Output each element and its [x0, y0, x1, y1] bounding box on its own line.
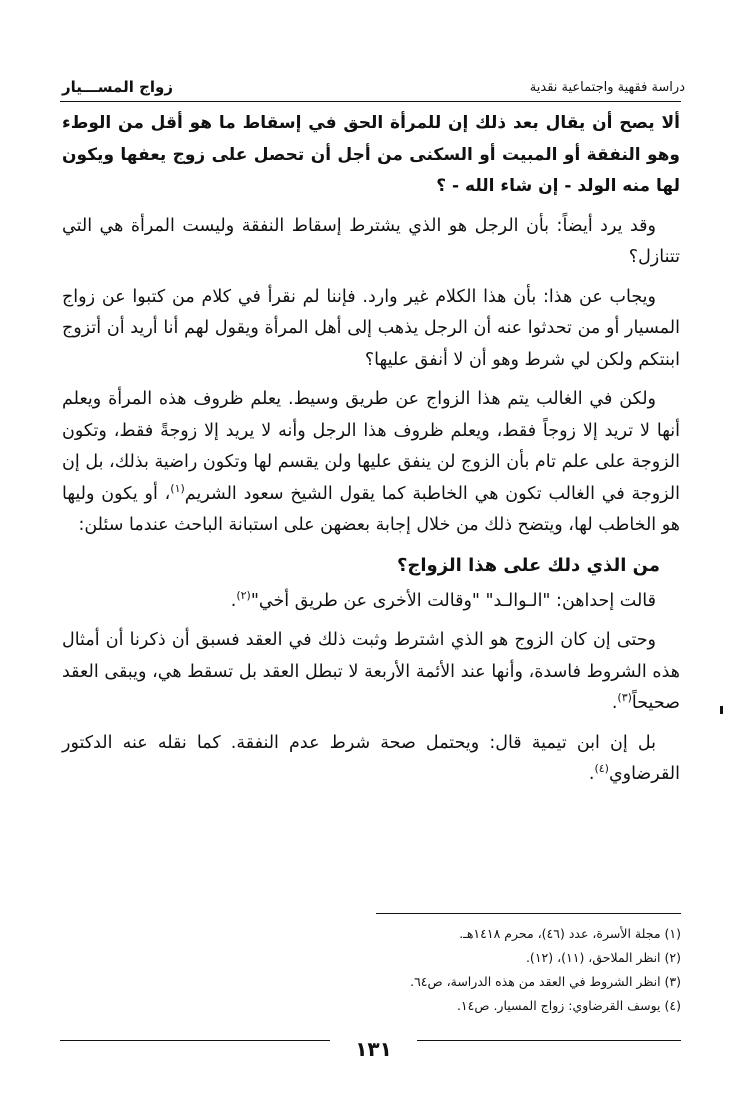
footnote-separator — [376, 913, 681, 914]
running-header-subtitle: دراسة فقهية واجتماعية نقدية — [529, 80, 685, 95]
footnote-4: (٤) يوسف القرضاوي: زواج المسيار. ص١٤. — [456, 998, 681, 1013]
page-number: ١٣١ — [355, 1037, 392, 1061]
footnote-3: (٣) انظر الشروط في العقد من هذه الدراسة، ص٦٤. — [410, 974, 681, 989]
margin-mark — [720, 706, 723, 714]
header-rule — [60, 101, 681, 102]
paragraph-ibn-taymiyya: بل إن ابن تيمية قال: ويحتمل صحة شرط عدم النفقة. كما نقله عنه الدكتور القرضاوي$^{(٤)}$. — [62, 732, 680, 784]
paragraph-bold-question: ألا يصح أن يقال بعد ذلك إن للمرأة الحق في إسقاط ما هو أقل من الوطء وهو النفقة أو المبيت أو السكنى من أجل أن تحصل على زوج يعفها ويكون لها منه الولد - إن شاء الله - ؟ — [62, 113, 680, 196]
main-text — [62, 108, 680, 799]
question-heading: من الذي دلك على هذا الزواج؟ — [396, 554, 660, 576]
paragraph-objection: وقد يرد أيضاً: بأن الرجل هو الذي يشترط إسقاط النفقة وليست المرأة هي التي تتنازل؟ — [62, 215, 680, 267]
footnote-ref-1[interactable]: (١) — [170, 481, 185, 495]
paragraph-answer: ويجاب عن هذا: بأن هذا الكلام غير وارد. فإننا لم نقرأ في كلام من كتبوا عن زواج المسيار أو من تحدثوا عنه أن الرجل يذهب إلى أهل المرأة ويقول لهم أنا أريد أن أتزوج ابنتكم ولكن لي شرط وهو أن لا أنفق عليها؟ — [62, 286, 680, 370]
footnotes — [121, 922, 681, 1018]
paragraph-intermediary: ولكن في الغالب يتم هذا الزواج عن طريق وسيط. يعلم ظروف هذه المرأة ويعلم أنها لا تريد إلا زوجاً فقط، ويعلم ظروف هذا الرجل وأنه لا يريد إلا زوجةً فقط، وتكون الزوجة على علم تام بأن الزوج لن ينفق عليها ولن يقسم لها وتكون راضية بذلك، بل إن الزوجة في الغالب تكون هي الخاطبة كما يقول الشيخ سعود الشريم$^{(١)}$، أو يكون وليها هو الخاطب لها، ويتضح ذلك من خلال إجابة بعضهن على استبانة الباحث عندما سئلن: — [62, 389, 681, 535]
footnote-ref-3[interactable]: (٣) — [617, 691, 632, 705]
paragraph-conditions: وحتى إن كان الزوج هو الذي اشترط وثبت ذلك في العقد فسبق أن ذكرنا أن أمثال هذه الشروط فاسدة، وأنها عند الأئمة الأربعة لا تبطل العقد بل تسقط هي، ويبقى العقد صحيحاً$^{(٣)}$. — [62, 630, 680, 713]
running-header-book-title: زواج المســـيار — [62, 78, 173, 96]
footnote-ref-2[interactable]: (٢) — [236, 588, 251, 602]
footnote-ref-4[interactable]: (٤) — [594, 762, 609, 776]
footnote-2: (٢) انظر الملاحق، (١١)، (١٢). — [525, 950, 681, 965]
paragraph-responses: قالت إحداهن: "الـوالـد" "وقالت الأخرى عن طريق أخي"$^{(٢)}$. — [230, 588, 656, 611]
footnote-1: (١) مجلة الأسرة، عدد (٤٦)، محرم ١٤١٨هـ. — [459, 926, 681, 941]
